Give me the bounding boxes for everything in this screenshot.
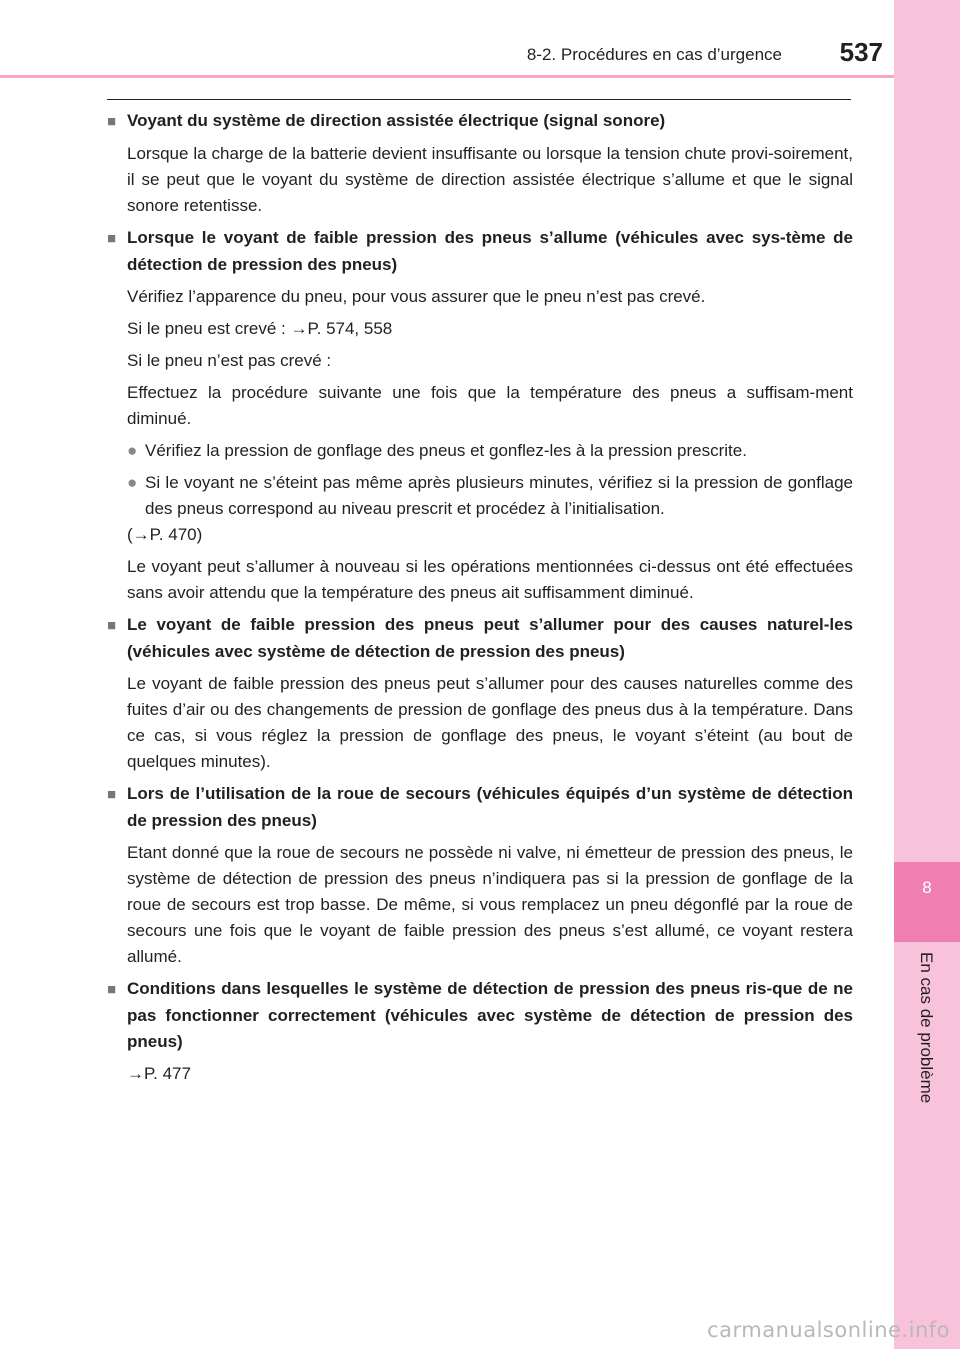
section-heading	[107, 781, 853, 834]
bullet-icon: ●	[127, 441, 138, 460]
site-watermark: carmanualsonline.info	[707, 1318, 950, 1342]
paragraph: Le voyant peut s’allumer à nouveau si les opérations mentionnées ci-dessus ont été effectuées sans avoir attendu que la température des pneus ait suffisamment diminué.	[127, 557, 853, 602]
square-marker-icon: ■	[107, 230, 117, 247]
header-rule	[0, 75, 894, 78]
section-heading	[107, 612, 853, 665]
section-reference: 8-2. Procédures en cas d’urgence	[526, 45, 782, 64]
bullet-icon: ●	[127, 473, 138, 492]
list-item-text: Si le voyant ne s’éteint pas même après plusieurs minutes, vérifiez si la pression de gonflage des pneus correspond au niveau prescrit et procédez à l’initialisation.	[145, 473, 853, 518]
page-link[interactable]: →P. 477	[127, 1064, 191, 1083]
chapter-tab-active[interactable]	[894, 862, 960, 942]
section-heading	[107, 976, 853, 1055]
heading-text: Le voyant de faible pression des pneus peut s’allumer pour des causes naturel-les (véhicules avec système de détection de pression des pneus)	[127, 615, 853, 661]
list-item-text: Vérifiez la pression de gonflage des pneus et gonflez-les à la pression prescrite.	[145, 441, 747, 460]
heading-text: Lors de l’utilisation de la roue de secours (véhicules équipés d’un système de détection de pression des pneus)	[127, 784, 853, 830]
paragraph: Vérifiez l’apparence du pneu, pour vous assurer que le pneu n’est pas crevé.	[127, 287, 706, 306]
page-content	[107, 108, 853, 1093]
paragraph: Si le pneu n’est pas crevé :	[127, 351, 332, 370]
list-item	[127, 438, 853, 464]
square-marker-icon: ■	[107, 786, 117, 803]
heading-text: Voyant du système de direction assistée électrique (signal sonore)	[127, 111, 666, 130]
square-marker-icon: ■	[107, 617, 117, 634]
heading-text: Lorsque le voyant de faible pression des pneus s’allume (véhicules avec sys-tème de détection de pression des pneus)	[127, 228, 853, 274]
square-marker-icon: ■	[107, 981, 117, 998]
paragraph: Etant donné que la roue de secours ne possède ni valve, ni émetteur de pression des pneus, le système de détection de pression des pneus n’indiquera pas si la pression de gonflage de la roue de secours est trop basse. De même, si vous remplacez un pneu dégonflé par la roue de secours une fois que le voyant de faible pression des pneus s’est allumé, ce voyant restera allumé.	[127, 843, 853, 966]
chapter-side-tab	[894, 0, 960, 1349]
paragraph: Effectuez la procédure suivante une fois que la température des pneus a suffisam-ment diminué.	[127, 383, 853, 428]
paragraph: Le voyant de faible pression des pneus peut s’allumer pour des causes naturelles comme des fuites d’air ou des changements de pression de gonflage des pneus dus à la température. Dans ce cas, si vous réglez la pression de gonflage des pneus, le voyant s’éteint (au bout de quelques minutes).	[127, 674, 853, 771]
square-marker-icon: ■	[107, 113, 117, 130]
content-top-rule	[107, 99, 851, 100]
section-heading	[107, 225, 853, 278]
chapter-number: 8	[922, 878, 932, 897]
page-link[interactable]: (→P. 470)	[127, 525, 203, 544]
page-number: 537	[839, 37, 883, 67]
section-heading	[107, 108, 853, 135]
paragraph: Lorsque la charge de la batterie devient insuffisante ou lorsque la tension chute provi-soirement, il se peut que le voyant du système de direction assistée électrique s’allume et que le signal sonore retentisse.	[127, 144, 853, 215]
heading-text: Conditions dans lesquelles le système de détection de pression des pneus ris-que de ne pas fonctionner correctement (véhicules avec système de détection de pression des pneus)	[127, 979, 853, 1051]
chapter-title: En cas de problème	[917, 952, 936, 1104]
list-item	[127, 470, 853, 548]
page-link[interactable]: Si le pneu est crevé : →P. 574, 558	[127, 319, 393, 338]
